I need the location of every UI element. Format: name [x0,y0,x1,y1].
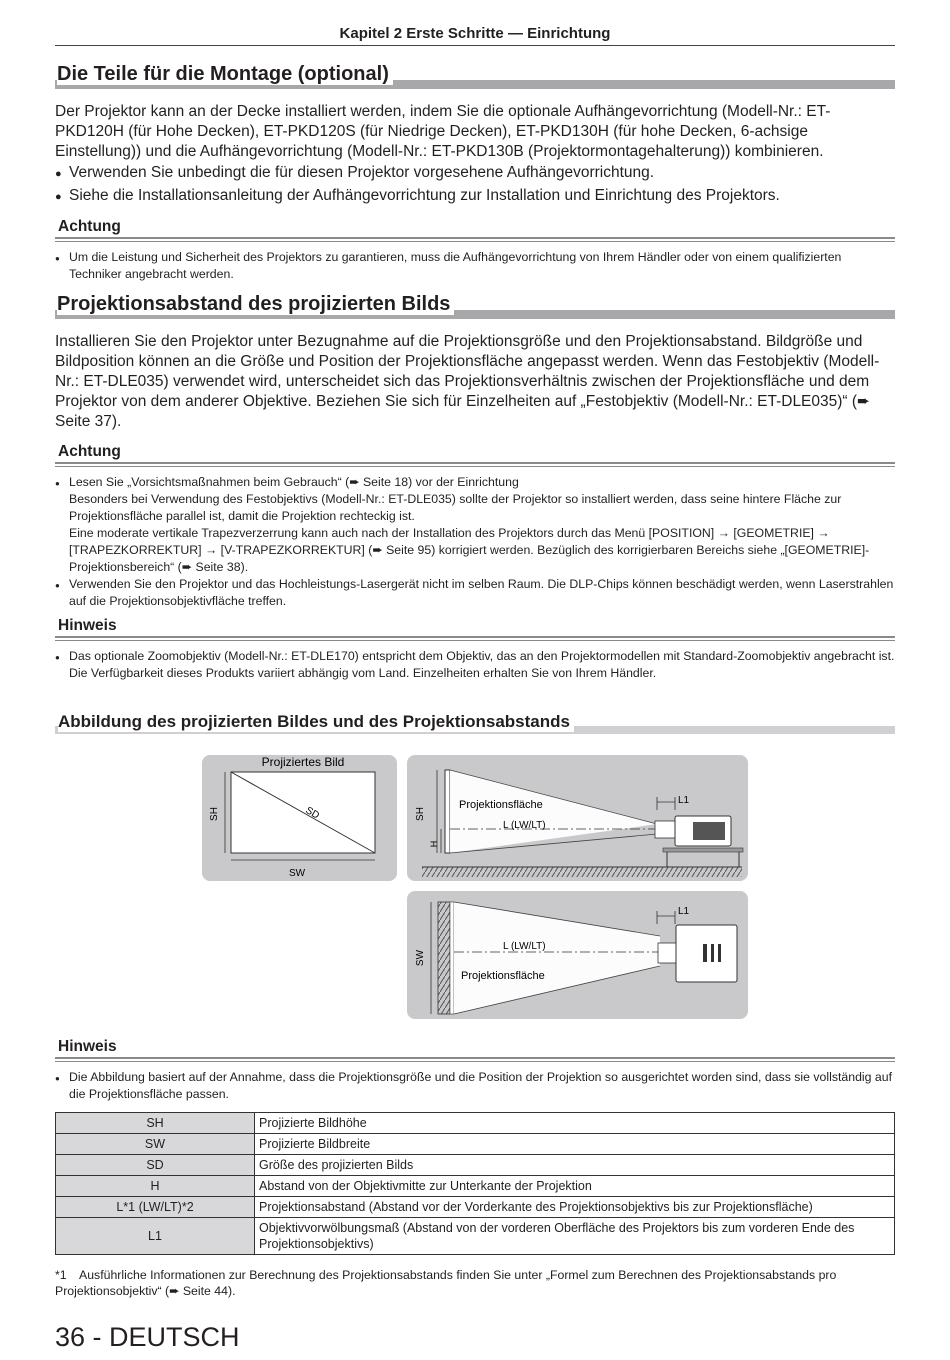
sd-label: SD [303,805,322,822]
legend-key: SW [56,1134,255,1155]
footnote-marker: *1 [55,1268,67,1282]
top-sw-label: SW [415,949,426,967]
table-row [56,1218,895,1255]
caution-list: ● Lesen Sie „Vorsichtsmaßnahmen beim Gebrauch“ (➨ Seite 18) vor der Einrichtung Besonders bei Verwendung des Festobjektivs (Modell-Nr.: ET-DLE035) sollte der Projektor so installiert werden, dass seine hintere Fläche zur Projektionsfläche parallel ist, damit die Projektion rechteckig ist. Eine moderate vertikale Trapezverzerrung kann auch nach der Installation des Projektors durch das Menü [POSITION] → [GEOMETRIE] → [TRAPEZKORREKTUR] → [V-TRAPEZKORREKTUR] (➨ Seite 95) korrigiert werden. Bezüglich des korrigierbaren Bereichs siehe „[GEOMETRIE]-Projektionsbereich“ (➨ Seite 38). ● Verwenden Sie den Projektor und das Hochleistungs-Lasergerät nicht im selben Raum. Die DLP-Chips können beschädigt werden, wenn Laserstrahlen auf die Projektionsobjektivfläche treffen. [55,474,895,610]
projection-diagram [195,752,755,1024]
side-sh-label: SH [415,807,426,821]
side-h-label: H [429,840,439,848]
section-title-mounting: Die Teile für die Montage (optional) [57,61,895,87]
lens-icon [658,943,676,963]
note-heading: Hinweis [58,617,117,634]
heading-rule [55,1057,895,1062]
list-item: ● Um die Leistung und Sicherheit des Projektors zu garantieren, muss die Aufhängevorrichtung von Ihrem Händler oder von einem qualifizierten Techniker angebracht werden. [55,249,895,283]
list-item: ● Lesen Sie „Vorsichtsmaßnahmen beim Gebrauch“ (➨ Seite 18) vor der Einrichtung [55,474,895,491]
section-title-distance: Projektionsabstand des projizierten Bilds [57,291,895,317]
legend-value: Abstand von der Objektivmitte zur Unterkante der Projektion [255,1176,895,1197]
side-distance-label: L (LW/LT) [503,820,546,831]
note-list: ● Das optionale Zoomobjektiv (Modell-Nr.: ET-DLE170) entspricht dem Objektiv, das an den Projektormodellen mit Standard-Zoomobjektiv angebracht ist. Die Verfügbarkeit dieses Produkts variiert abhängig vom Land. Einzelheiten erhalten Sie von Ihrem Händler. [55,648,895,682]
list-item: ● Das optionale Zoomobjektiv (Modell-Nr.: ET-DLE170) entspricht dem Objektiv, das an den Projektormodellen mit Standard-Zoomobjektiv angebracht ist. [55,648,895,665]
distance-paragraph: Installieren Sie den Projektor unter Bezugnahme auf die Projektionsgröße und den Projektionsabstand. Bildgröße und Bildposition können an die Größe und Position der Projektionsfläche angepasst werden. Wenn das Festobjektiv (Modell-Nr.: ET-DLE035) verwendet wird, unterscheidet sich das Projektionsverhältnis zwischen der Projektionsfläche und dem Projektor von dem anderer Objektive. Beziehen Sie sich für Einzelheiten auf „Festobjektiv (Modell-Nr.: ET-DLE035)“ (➨ Seite 37). [55,333,880,430]
legend-value: Projizierte Bildhöhe [255,1113,895,1134]
legend-value: Projizierte Bildbreite [255,1134,895,1155]
note-heading: Hinweis [58,1038,117,1055]
sw-label: SW [288,868,306,879]
legend-value: Objektivvorwölbungsmaß (Abstand von der vorderen Oberfläche des Projektors bis zum vorderen Ende des Projektionsobjektivs) [255,1218,895,1255]
mounting-paragraph: Der Projektor kann an der Decke installiert werden, indem Sie die optionale Aufhängevorrichtung (Modell-Nr.: ET-PKD120H (für Hohe Decken), ET-PKD120S (für Niedrige Decken), ET-PKD130H (für hohe Decken, 6-achsige Einstellung)) und die Aufhängevorrichtung (Modell-Nr.: ET-PKD130B (Projektormontagehalterung)) kombinieren. ● Verwenden Sie unbedingt die für diesen Projektor vorgesehene Aufhängevorrichtung. ● Siehe die Installationsanleitung der Aufhängevorrichtung zur Installation und Einrichtung des Projektors. [55,102,895,206]
list-item: ● Die Abbildung basiert auf der Annahme, dass die Projektionsgröße und die Position der Projektion so ausgerichtet worden sind, dass sie vollständig auf die Projektionsfläche passen. [55,1069,895,1103]
diagram-note [55,1069,895,1103]
legend-value: Größe des projizierten Bilds [255,1155,895,1176]
table-row [56,1113,895,1134]
legend-key: L*1 (LW/LT)*2 [56,1197,255,1218]
top-l1-label: L1 [678,906,690,917]
footnote: *1 Ausführliche Informationen zur Berechnung des Projektionsabstands finden Sie unter „Formel zum Berechnen des Projektionsabstands pro Projektionsobjektiv“ (➨ Seite 44). [55,1268,837,1298]
sh-label: SH [209,807,220,821]
table-row [56,1155,895,1176]
lens-icon [655,821,677,838]
legend-key: SH [56,1113,255,1134]
subsection-title: Abbildung des projizierten Bildes und des Projektionsabstands [58,712,574,732]
side-screen-label: Projektionsfläche [459,799,543,811]
page-number: 36 - DEUTSCH [55,1322,240,1352]
heading-rule [55,636,895,641]
list-item: ● Verwenden Sie den Projektor und das Hochleistungs-Lasergerät nicht im selben Raum. Die DLP-Chips können beschädigt werden, wenn Laserstrahlen auf die Projektionsobjektivfläche treffen. [55,576,895,610]
header-rule [55,45,895,46]
legend-key: SD [56,1155,255,1176]
caution-text [55,249,895,283]
chapter-header: Kapitel 2 Erste Schritte — Einrichtung [339,25,611,42]
list-item: ● Siehe die Installationsanleitung der Aufhängevorrichtung zur Installation und Einrichtung des Projektors. [55,186,895,206]
projected-image-label: Projiziertes Bild [261,755,345,769]
top-screen-label: Projektionsfläche [461,970,545,982]
caution-heading: Achtung [58,218,121,235]
table-row [56,1176,895,1197]
legend-table [55,1112,895,1255]
table-row [56,1197,895,1218]
top-distance-label: L (LW/LT) [503,941,546,952]
side-l1-label: L1 [678,795,690,806]
table-row [56,1134,895,1155]
legend-key: L1 [56,1218,255,1255]
list-item: ● Verwenden Sie unbedingt die für diesen Projektor vorgesehene Aufhängevorrichtung. [55,163,895,183]
caution-heading: Achtung [58,443,121,460]
legend-key: H [56,1176,255,1197]
heading-rule [55,462,895,467]
legend-value: Projektionsabstand (Abstand vor der Vorderkante des Projektionsobjektivs bis zur Projektionsfläche) [255,1197,895,1218]
heading-rule [55,237,895,242]
